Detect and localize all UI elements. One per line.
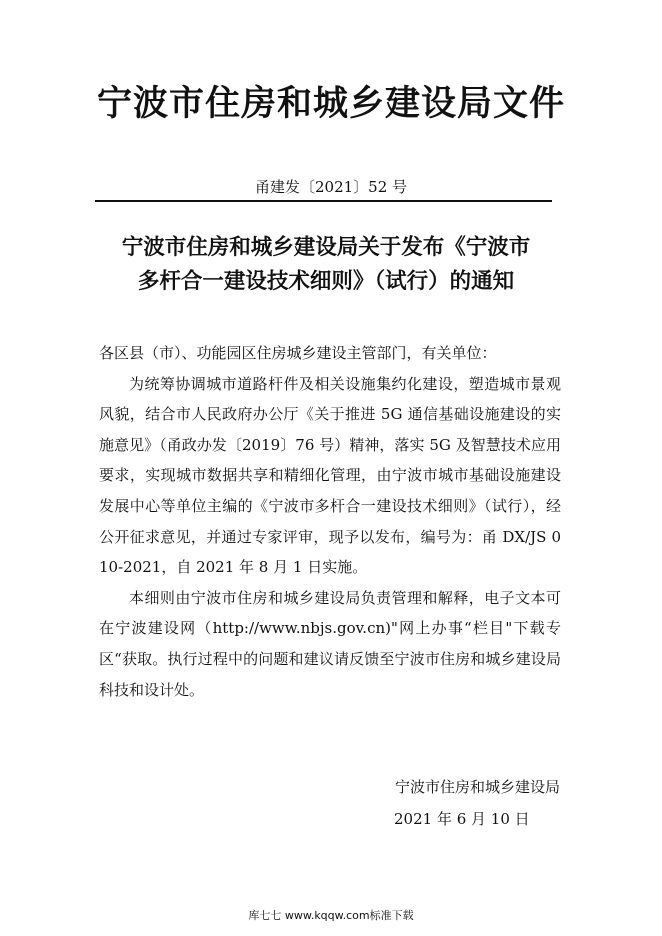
issuer-signature: 宁波市住房和城乡建设局 — [394, 778, 560, 796]
salutation: 各区县（市）、功能园区住房城乡建设主管部门，有关单位： — [99, 344, 497, 362]
document-number: 甬建发〔2021〕52 号 — [254, 178, 408, 196]
issue-date: 2021 年 6 月 10 日 — [394, 810, 530, 828]
footer-watermark: 库七七 www.kqqw.com标准下载 — [248, 909, 414, 922]
notice-title — [95, 231, 557, 299]
document-header-title: 宁波市住房和城乡建设局文件 — [96, 84, 565, 124]
notice-title-line-1: 宁波市住房和城乡建设局关于发布《宁波市 — [121, 235, 531, 260]
body-paragraph-2: 本细则由宁波市住房和城乡建设局负责管理和解释，电子文本可在宁波建设网（http://www.nbjs.gov.cn)"网上办事“栏目"下载专区“获取。执行过程中的问题和建议请反馈至宁波市住房和城乡建设局科技和设计处。 — [99, 588, 561, 699]
notice-body — [99, 338, 561, 705]
body-paragraph-1: 为统筹协调城市道路杆件及相关设施集约化建设，塑造城市景观风貌，结合市人民政府办公厅《关于推进 5G 通信基础设施建设的实施意见》（甬政办发〔2019〕76 号）精神，落实 5G 及智慧技术应用要求，实现城市数据共享和精细化管理，由宁波市城市基础设施建设发展中心等单位主编的《宁波市多杆合一建设技术细则》（试行），经公开征求意见，并通过专家评审，现予以发布，编号为：甬 DX/JS 010-2021，自 2021 年 8 月 1 日实施。 — [99, 374, 561, 577]
header-divider — [95, 200, 552, 202]
notice-title-line-2: 多杆合一建设技术细则》（试行）的通知 — [137, 269, 515, 294]
